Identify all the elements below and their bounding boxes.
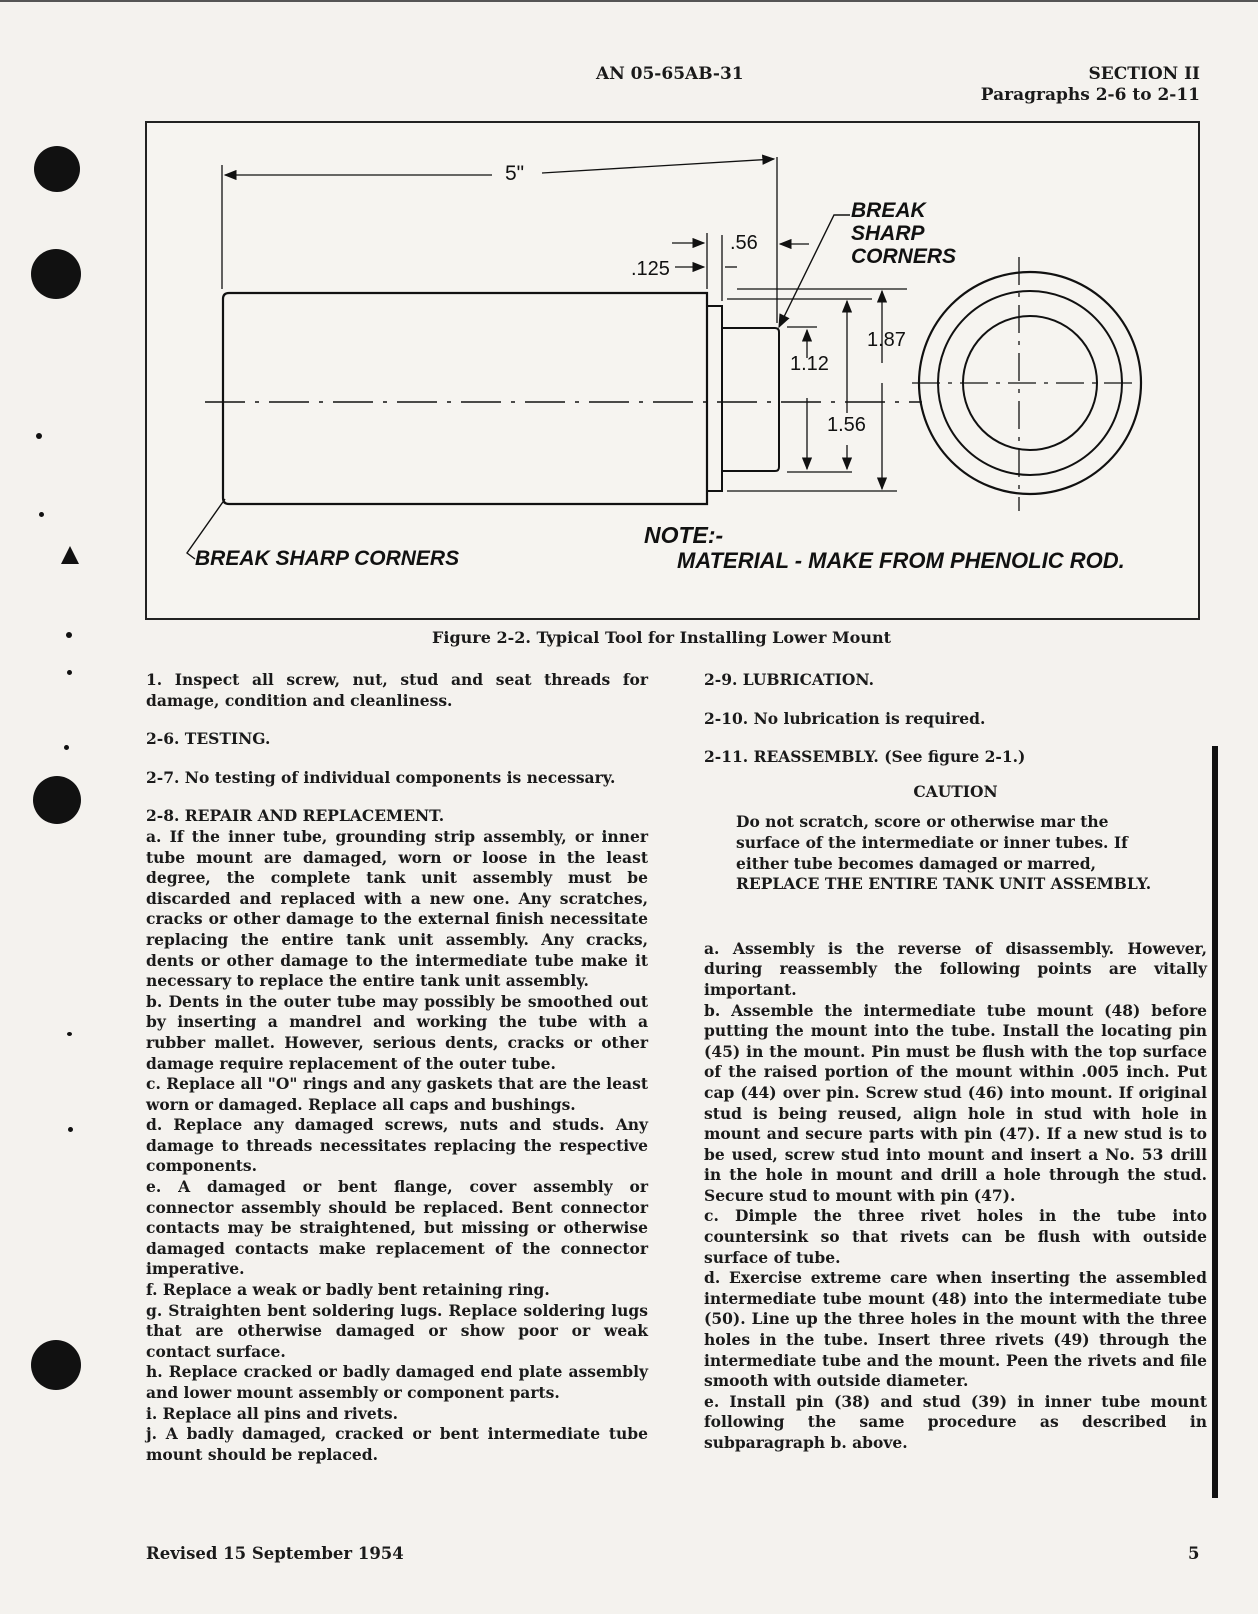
callout-top-line1: BREAK (851, 199, 926, 222)
punch-hole-2 (31, 249, 81, 299)
testing-heading: 2-6. TESTING. (146, 729, 271, 749)
punch-hole-4 (31, 1340, 81, 1390)
dim-flange-label: .125 (631, 258, 670, 280)
tool-step (722, 328, 779, 471)
caution-text: Do not scratch, score or otherwise mar the surface of the intermediate or inner tubes. If either tube becomes damaged or marred, REPLACE THE ENTIRE TANK UNIT ASSEMBLY. (736, 812, 1152, 894)
right-column (704, 670, 1207, 1454)
tool-drawing (147, 123, 1202, 622)
scan-speck (39, 512, 44, 517)
scan-speck (64, 745, 69, 750)
lubrication-heading: 2-9. LUBRICATION. (704, 670, 874, 689)
figure-frame (145, 121, 1200, 620)
revision-date: Revised 15 September 1954 (146, 1544, 404, 1563)
dim-length-label: 5" (505, 162, 525, 185)
note-title: NOTE:- (644, 522, 724, 548)
callout-top-line2: SHARP (851, 222, 925, 245)
punch-hole-1 (34, 146, 80, 192)
repair-item-f: f. Replace a weak or badly bent retaining ring. (146, 1280, 550, 1300)
page-number: 5 (1188, 1544, 1200, 1563)
tool-main-body (223, 293, 707, 504)
punch-hole-3 (33, 776, 81, 824)
repair-item-h: h. Replace cracked or badly damaged end plate assembly and lower mount assembly or component parts. (146, 1362, 648, 1402)
note-text: MATERIAL - MAKE FROM PHENOLIC ROD. (677, 548, 1125, 573)
repair-item-g: g. Straighten bent soldering lugs. Replace soldering lugs that are otherwise damaged or show poor or weak contact surface. (146, 1300, 648, 1361)
section-label: SECTION II (1088, 64, 1200, 84)
reassembly-item-b: b. Assemble the intermediate tube mount (48) before putting the mount into the tube. Install the locating pin (45) in the mount. Pin must be flush with the top surface of the raised portion of the mount within .005 inch. Put cap (44) over pin. Screw stud (46) into mount. If original stud is being reused, align hole in stud with hole in mount and secure parts with pin (47). If a new stud is to be used, screw stud into mount and insert a No. 53 drill in the hole in mount and drill a hole through the stud. Secure stud to mount with pin (47). (704, 1000, 1207, 1205)
caution-title: CAUTION (913, 781, 998, 801)
dim-mid-dia-label: 1.56 (827, 414, 866, 436)
tool-flange (707, 306, 722, 491)
repair-item-d: d. Replace any damaged screws, nuts and studs. Any damage to threads necessitates replacing the respective components. (146, 1115, 648, 1176)
scan-top-edge (0, 0, 1258, 2)
scan-speck (67, 670, 72, 675)
revision-change-bar (1212, 746, 1218, 1498)
figure-caption: Figure 2-2. Typical Tool for Installing Lower Mount (432, 628, 891, 647)
reassembly-item-d: d. Exercise extreme care when inserting the assembled intermediate tube mount (48) into the intermediate tube (50). Line up the three holes in the mount with the three holes in the tube. Insert three rivets (49) through the intermediate tube and the mount. Peen the rivets and file smooth with outside diameter. (704, 1268, 1207, 1391)
scan-speck (36, 433, 42, 439)
dim-small-dia-label: 1.12 (790, 353, 829, 375)
paragraph-range: Paragraphs 2-6 to 2-11 (980, 85, 1200, 105)
scan-speck (67, 1032, 72, 1036)
repair-item-i: i. Replace all pins and rivets. (146, 1403, 398, 1423)
testing-paragraph: 2-7. No testing of individual components is necessary. (146, 767, 616, 787)
reassembly-item-c: c. Dimple the three rivet holes in the tube into countersink so that rivets can be flush with outside surface of tube. (704, 1206, 1207, 1267)
repair-item-j: j. A badly damaged, cracked or bent intermediate tube mount should be replaced. (146, 1424, 648, 1464)
reassembly-item-a: a. Assembly is the reverse of disassembly. However, during reassembly the following points are vitally important. (704, 938, 1207, 999)
repair-item-a: a. If the inner tube, grounding strip assembly, or inner tube mount are damaged, worn or loose in the least degree, the complete tank unit assembly must be discarded and replaced with a new one. Any scratches, cracks or other damage to the external finish necessitate replacing the entire tank unit assembly. Any cracks, dents or other damage to the intermediate tube make it necessary to replace the entire tank unit assembly. (146, 826, 648, 991)
inspect-threads-paragraph: 1. Inspect all screw, nut, stud and seat threads for damage, condition and cleanliness. (146, 670, 648, 710)
scan-speck (66, 632, 72, 638)
callout-top-line3: CORNERS (851, 245, 957, 268)
doc-number: AN 05-65AB-31 (596, 64, 744, 84)
repair-item-c: c. Replace all "O" rings and any gaskets that are the least worn or damaged. Replace all caps and bushings. (146, 1074, 648, 1114)
callout-bottom: BREAK SHARP CORNERS (195, 547, 460, 570)
repair-item-e: e. A damaged or bent flange, cover assembly or connector assembly should be replaced. Bent connector contacts may be straightened, but missing or otherwise damaged contacts make replacement of the connector imperative. (146, 1177, 648, 1279)
scan-speck (68, 1127, 73, 1132)
repair-heading: 2-8. REPAIR AND REPLACEMENT. (146, 806, 445, 826)
repair-item-b: b. Dents in the outer tube may possibly be smoothed out by inserting a mandrel and working the tube with a rubber mallet. However, serious dents, cracks or other damage require replacement of the outer tube. (146, 991, 648, 1073)
lubrication-paragraph: 2-10. No lubrication is required. (704, 708, 986, 728)
reassembly-heading: 2-11. REASSEMBLY. (See figure 2-1.) (704, 747, 1026, 767)
dim-step-label: .56 (730, 232, 758, 254)
section-header (981, 64, 1200, 106)
scan-mark-triangle (61, 546, 79, 564)
left-column (146, 670, 648, 1465)
reassembly-item-e: e. Install pin (38) and stud (39) in inner tube mount following the same procedure as described in subparagraph b. above. (704, 1391, 1207, 1452)
dim-large-dia-label: 1.87 (867, 329, 906, 351)
